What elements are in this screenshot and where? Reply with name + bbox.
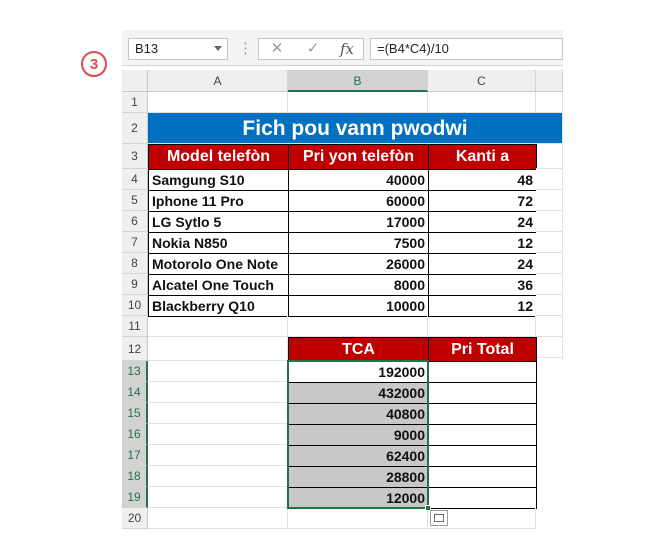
cell-qty[interactable]: 36 (428, 274, 537, 296)
row-header-15[interactable]: 15 (122, 403, 148, 424)
cell-c11[interactable] (428, 316, 536, 337)
cell-model[interactable]: LG Sytlo 5 (148, 211, 289, 233)
cell-qty[interactable]: 12 (428, 295, 537, 317)
cell-tca[interactable]: 62400 (288, 445, 429, 467)
cell-total[interactable] (428, 361, 537, 383)
quick-analysis-glyph (434, 514, 444, 522)
row-header-9[interactable]: 9 (122, 274, 148, 295)
selection-range (287, 360, 429, 509)
cell-total[interactable] (428, 466, 537, 488)
cell-model[interactable]: Samgung S10 (148, 169, 289, 191)
name-box[interactable] (128, 38, 228, 60)
row-header-17[interactable]: 17 (122, 445, 148, 466)
column-header-d[interactable] (536, 70, 563, 92)
row-header-12[interactable]: 12 (122, 337, 148, 361)
sheet-title[interactable]: Fich pou vann pwodwi (148, 113, 563, 144)
row-header-19[interactable]: 19 (122, 487, 148, 508)
cell-model[interactable]: Iphone 11 Pro (148, 190, 289, 212)
cell-total[interactable] (428, 487, 537, 509)
chevron-down-icon[interactable] (214, 46, 222, 51)
grid-column-a-lower (148, 361, 288, 529)
cell-price[interactable]: 26000 (288, 253, 429, 275)
cell-total[interactable] (428, 445, 537, 467)
cell-a1[interactable] (148, 92, 288, 113)
cell-a12[interactable] (148, 337, 288, 361)
insert-function-icon[interactable]: fx (339, 40, 354, 58)
cell-model[interactable]: Alcatel One Touch (148, 274, 289, 296)
cell-price[interactable]: 10000 (288, 295, 429, 317)
spreadsheet (122, 30, 563, 530)
cell-model[interactable]: Blackberry Q10 (148, 295, 289, 317)
column-header-b[interactable]: B (288, 70, 428, 92)
row-header-8[interactable]: 8 (122, 253, 148, 274)
cell-price[interactable]: 60000 (288, 190, 429, 212)
cell-total[interactable] (428, 424, 537, 446)
cell-qty[interactable]: 12 (428, 232, 537, 254)
header-price[interactable]: Pri yon telefòn (288, 144, 429, 170)
cell-price[interactable]: 8000 (288, 274, 429, 296)
cell-price[interactable]: 40000 (288, 169, 429, 191)
cell-total[interactable] (428, 382, 537, 404)
formula-input[interactable]: =(B4*C4)/10 (370, 38, 563, 60)
row-header-20[interactable]: 20 (122, 508, 148, 529)
row-header-4[interactable]: 4 (122, 169, 148, 190)
row-header-13[interactable]: 13 (122, 361, 148, 382)
cell-tca[interactable]: 9000 (288, 424, 429, 446)
row-header-18[interactable]: 18 (122, 466, 148, 487)
row-header-5[interactable]: 5 (122, 190, 148, 211)
cell-tca[interactable]: 40800 (288, 403, 429, 425)
cell-qty[interactable]: 24 (428, 211, 537, 233)
cell-tca[interactable]: 28800 (288, 466, 429, 488)
cell-b20[interactable] (288, 508, 428, 529)
cell-total[interactable] (428, 403, 537, 425)
row-header-2[interactable]: 2 (122, 113, 148, 144)
column-header-c[interactable]: C (428, 70, 536, 92)
step-number-badge: 3 (81, 51, 107, 77)
cell-model[interactable]: Nokia N850 (148, 232, 289, 254)
select-all-corner[interactable] (122, 70, 148, 92)
row-header-7[interactable]: 7 (122, 232, 148, 253)
grid-column-d (536, 169, 563, 361)
cell-d1[interactable] (536, 92, 563, 113)
row-header-6[interactable]: 6 (122, 211, 148, 232)
row-header-14[interactable]: 14 (122, 382, 148, 403)
cell-qty[interactable]: 72 (428, 190, 537, 212)
column-header-a[interactable]: A (148, 70, 288, 92)
cell-c1[interactable] (428, 92, 536, 113)
enter-check-icon[interactable]: ✓ (306, 40, 320, 57)
more-options-icon[interactable]: ⋮ (238, 40, 253, 57)
cell-qty[interactable]: 48 (428, 169, 537, 191)
cell-price[interactable]: 7500 (288, 232, 429, 254)
cell-tca[interactable]: 192000 (288, 361, 429, 383)
cell-d3[interactable] (536, 144, 563, 169)
cell-tca[interactable]: 432000 (288, 382, 429, 404)
cell-b11[interactable] (288, 316, 428, 337)
cell-b1[interactable] (288, 92, 428, 113)
header-quantity[interactable]: Kanti a (428, 144, 537, 170)
cell-a11[interactable] (148, 316, 288, 337)
cell-model[interactable]: Motorolo One Note (148, 253, 289, 275)
row-header-11[interactable]: 11 (122, 316, 148, 337)
row-header-1[interactable]: 1 (122, 92, 148, 113)
header-tca[interactable]: TCA (288, 337, 429, 362)
cell-tca[interactable]: 12000 (288, 487, 429, 509)
row-header-10[interactable]: 10 (122, 295, 148, 316)
header-total-price[interactable]: Pri Total (428, 337, 537, 362)
cell-price[interactable]: 17000 (288, 211, 429, 233)
row-header-3[interactable]: 3 (122, 144, 148, 169)
name-box-value: B13 (135, 41, 159, 56)
cell-qty[interactable]: 24 (428, 253, 537, 275)
cancel-icon[interactable]: ✕ (270, 40, 284, 57)
quick-analysis-icon[interactable] (430, 510, 448, 526)
header-model[interactable]: Model telefòn (148, 144, 289, 170)
row-header-16[interactable]: 16 (122, 424, 148, 445)
